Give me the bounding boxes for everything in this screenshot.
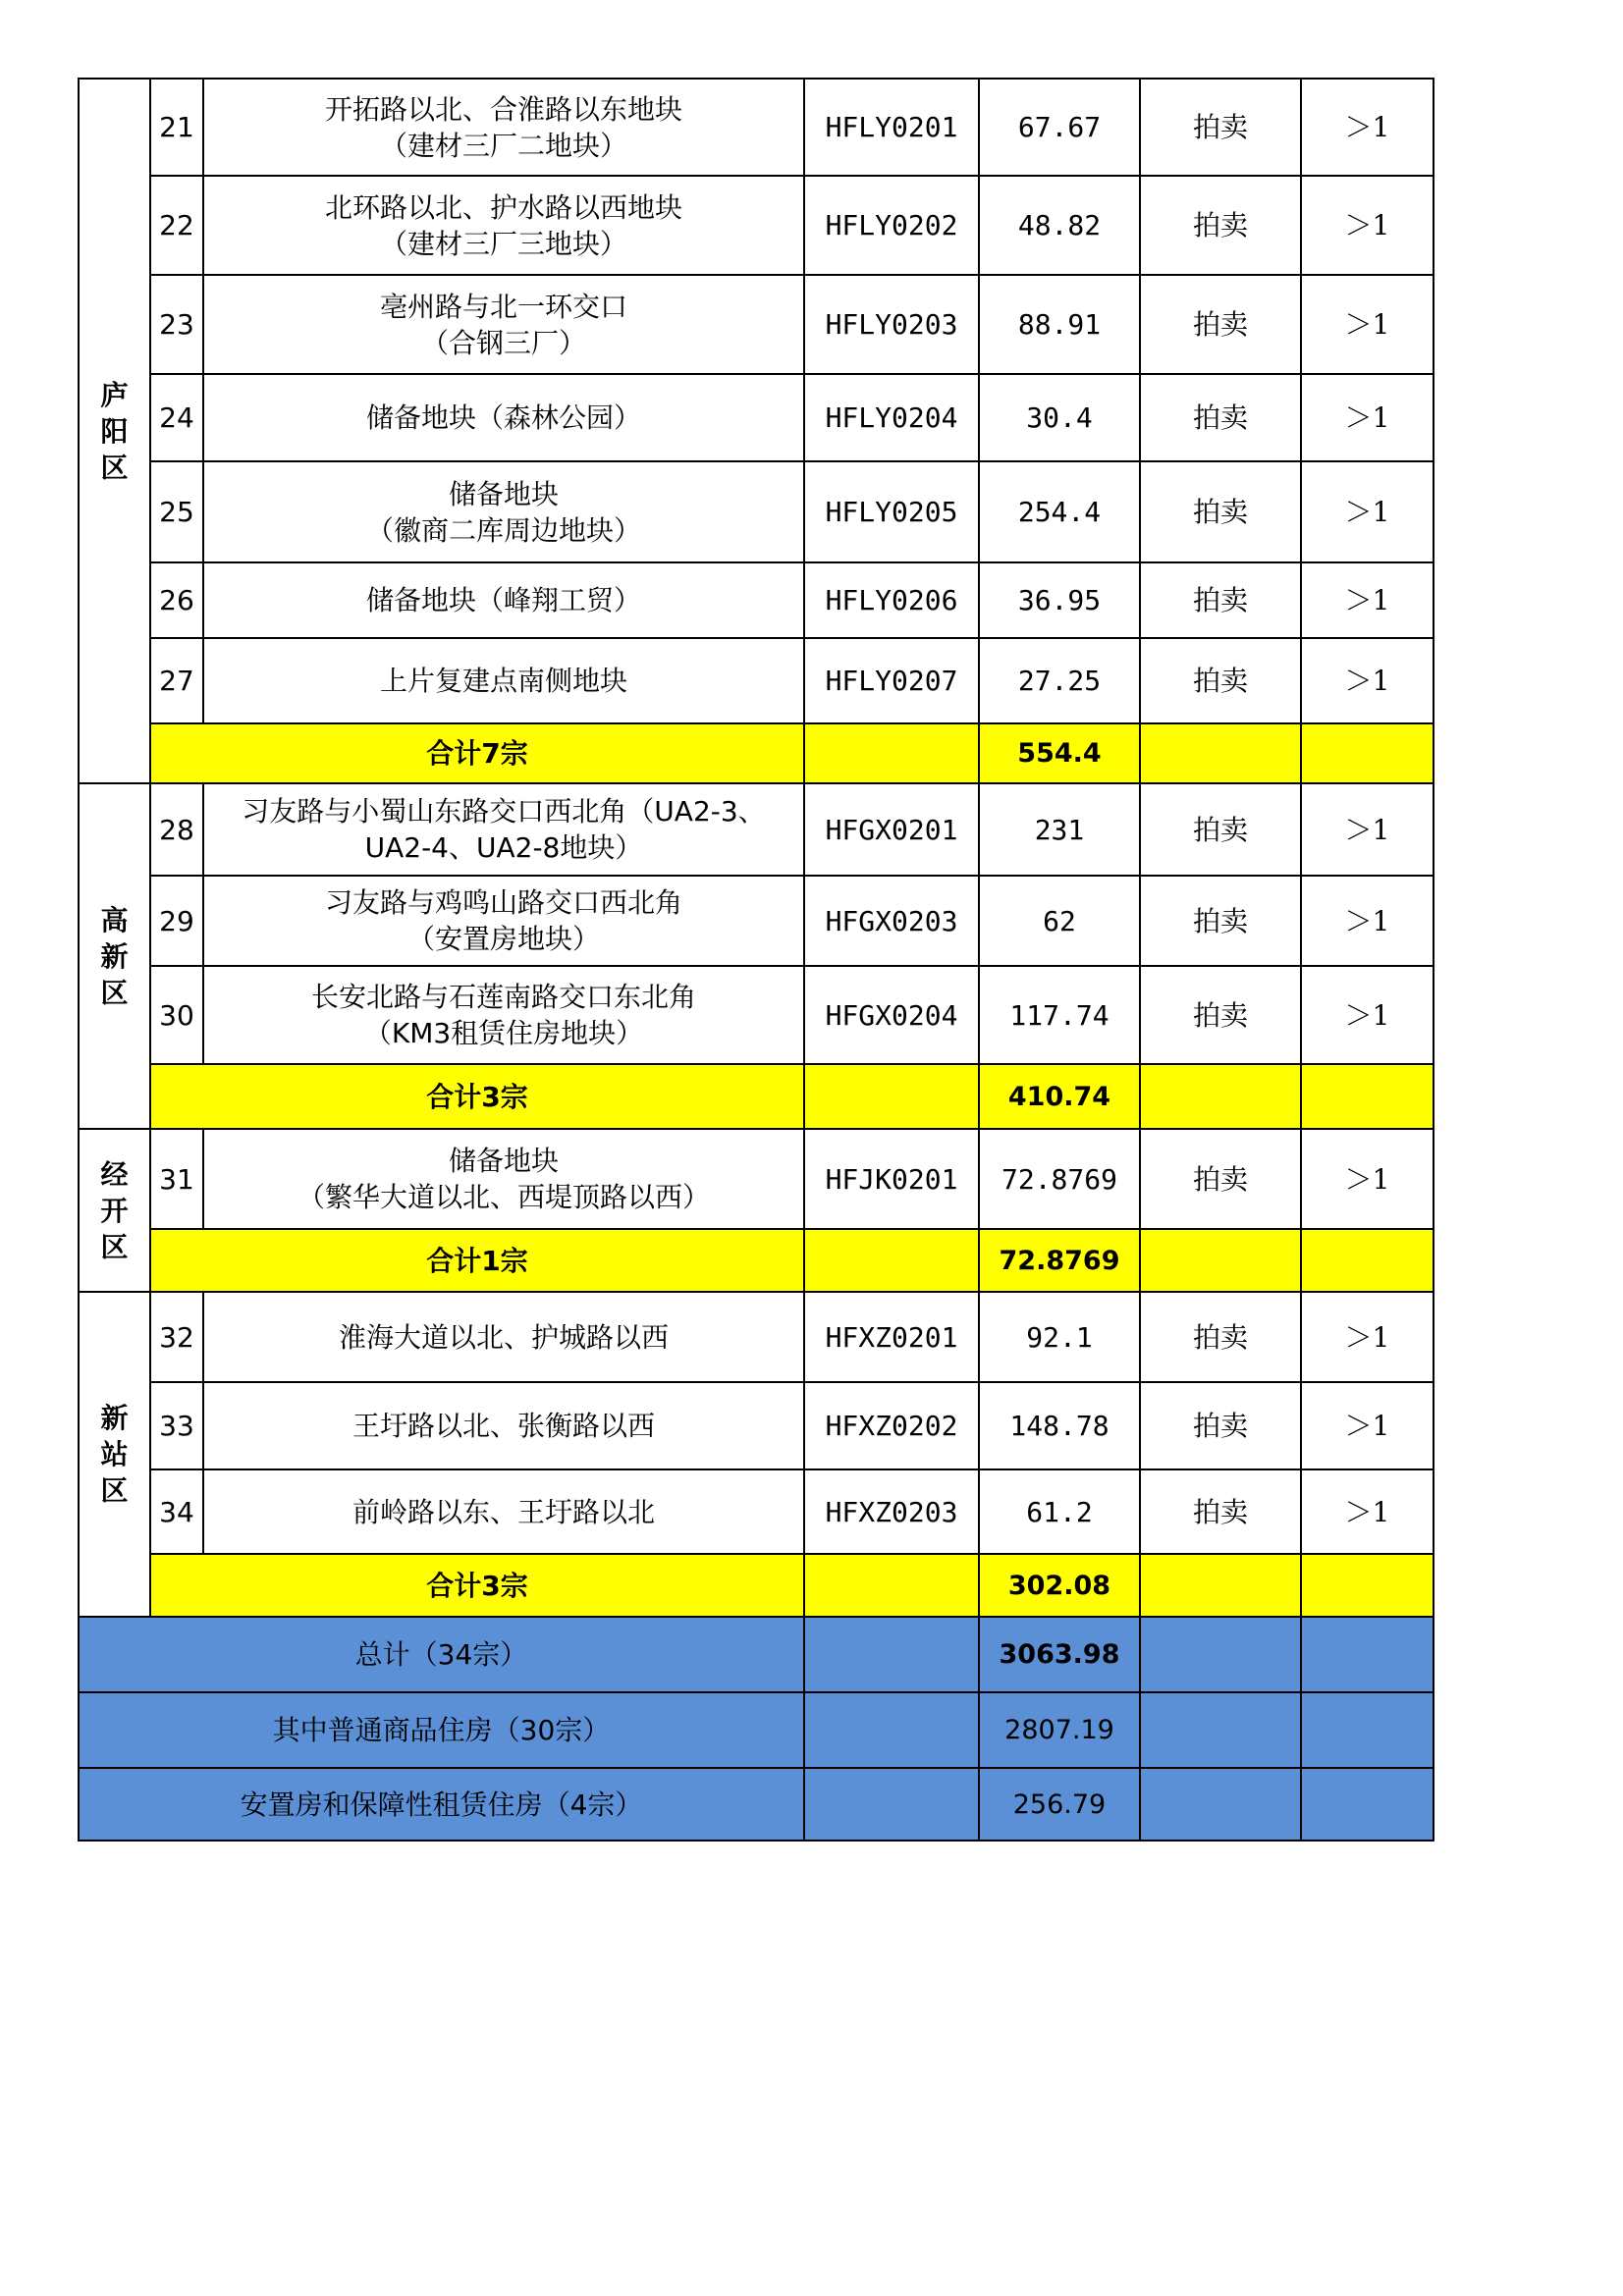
parcel-name: 前岭路以东、王圩路以北	[203, 1469, 804, 1554]
total-code-empty	[804, 1617, 979, 1692]
district-name-char: 区	[100, 1230, 129, 1263]
parcel-name: 储备地块 （徽商二库周边地块）	[203, 461, 804, 562]
ratio: ＞1	[1301, 461, 1434, 562]
sale-method: 拍卖	[1140, 1469, 1301, 1554]
parcel-name: 习友路与鸡鸣山路交口西北角 （安置房地块）	[203, 876, 804, 966]
parcel-name: 开拓路以北、合淮路以东地块 （建材三厂二地块）	[203, 79, 804, 176]
ratio: ＞1	[1301, 966, 1434, 1064]
row-number: 31	[150, 1129, 203, 1229]
parcel-name: 储备地块（峰翔工贸）	[203, 562, 804, 638]
district-cell	[79, 1129, 150, 1292]
parcel-code: HFXZ0203	[804, 1469, 979, 1554]
table-row	[79, 1382, 1434, 1469]
row-number: 32	[150, 1292, 203, 1382]
sale-method: 拍卖	[1140, 1292, 1301, 1382]
parcel-area: 36.95	[979, 562, 1140, 638]
district-name-char: 经	[100, 1157, 129, 1191]
parcel-code: HFLY0203	[804, 275, 979, 374]
total-code-empty	[804, 1692, 979, 1768]
table-row	[79, 1292, 1434, 1382]
district-name	[80, 902, 149, 1011]
ratio: ＞1	[1301, 876, 1434, 966]
subtotal-row	[79, 723, 1434, 783]
subtotal-area: 410.74	[979, 1064, 1140, 1129]
parcel-area: 67.67	[979, 79, 1140, 176]
parcel-area: 72.8769	[979, 1129, 1140, 1229]
row-number: 34	[150, 1469, 203, 1554]
subtotal-area: 554.4	[979, 723, 1140, 783]
total-area: 2807.19	[979, 1692, 1140, 1768]
parcel-area: 62	[979, 876, 1140, 966]
subtotal-row	[79, 1064, 1434, 1129]
total-area: 256.79	[979, 1768, 1140, 1841]
grand-total-row	[79, 1617, 1434, 1692]
parcel-code: HFGX0204	[804, 966, 979, 1064]
district-name-char: 新	[100, 1402, 129, 1434]
subtotal-label: 合计7宗	[150, 723, 804, 783]
parcel-area: 92.1	[979, 1292, 1140, 1382]
total-ratio-empty	[1301, 1617, 1434, 1692]
subtotal-label: 合计1宗	[150, 1229, 804, 1292]
parcel-area: 117.74	[979, 966, 1140, 1064]
table-row	[79, 461, 1434, 562]
district-name-char: 区	[100, 451, 129, 484]
district-cell	[79, 1292, 150, 1617]
sale-method: 拍卖	[1140, 783, 1301, 876]
subtotal-ratio-empty	[1301, 1064, 1434, 1129]
sale-method: 拍卖	[1140, 876, 1301, 966]
table-row	[79, 783, 1434, 876]
row-number: 23	[150, 275, 203, 374]
parcel-code: HFLY0205	[804, 461, 979, 562]
total-method-empty	[1140, 1768, 1301, 1841]
sale-method: 拍卖	[1140, 275, 1301, 374]
ratio: ＞1	[1301, 783, 1434, 876]
parcel-area: 254.4	[979, 461, 1140, 562]
sale-method: 拍卖	[1140, 461, 1301, 562]
table-row	[79, 79, 1434, 176]
subtotal-code-empty	[804, 1229, 979, 1292]
table-row	[79, 176, 1434, 275]
sale-method: 拍卖	[1140, 374, 1301, 461]
table-row	[79, 374, 1434, 461]
subtotal-row	[79, 1229, 1434, 1292]
total-area: 3063.98	[979, 1617, 1140, 1692]
commercial-housing-total-row	[79, 1692, 1434, 1768]
total-label: 总计（34宗）	[79, 1617, 804, 1692]
ratio: ＞1	[1301, 1129, 1434, 1229]
total-ratio-empty	[1301, 1768, 1434, 1841]
sale-method: 拍卖	[1140, 638, 1301, 723]
district-name-char: 高	[100, 903, 129, 936]
parcel-code: HFLY0206	[804, 562, 979, 638]
parcel-code: HFGX0201	[804, 783, 979, 876]
subtotal-code-empty	[804, 723, 979, 783]
parcel-code: HFXZ0202	[804, 1382, 979, 1469]
row-number: 22	[150, 176, 203, 275]
parcel-name: 储备地块（森林公园）	[203, 374, 804, 461]
table-row	[79, 876, 1434, 966]
subtotal-label: 合计3宗	[150, 1064, 804, 1129]
parcel-code: HFXZ0201	[804, 1292, 979, 1382]
subtotal-area: 302.08	[979, 1554, 1140, 1617]
subtotal-method-empty	[1140, 723, 1301, 783]
subtotal-ratio-empty	[1301, 723, 1434, 783]
district-cell	[79, 783, 150, 1129]
table-row	[79, 1129, 1434, 1229]
district-cell	[79, 79, 150, 783]
subtotal-method-empty	[1140, 1229, 1301, 1292]
district-name-char: 区	[100, 976, 129, 1009]
parcel-name: 亳州路与北一环交口 （合钢三厂）	[203, 275, 804, 374]
subtotal-area: 72.8769	[979, 1229, 1140, 1292]
ratio: ＞1	[1301, 1292, 1434, 1382]
parcel-area: 48.82	[979, 176, 1140, 275]
total-label: 安置房和保障性租赁住房（4宗）	[79, 1768, 804, 1841]
parcel-area: 148.78	[979, 1382, 1140, 1469]
parcel-name: 习友路与小蜀山东路交口西北角（UA2-3、 UA2-4、UA2-8地块）	[203, 783, 804, 876]
parcel-name: 上片复建点南侧地块	[203, 638, 804, 723]
district-name-char: 阳	[100, 414, 129, 448]
subtotal-code-empty	[804, 1064, 979, 1129]
parcel-code: HFLY0202	[804, 176, 979, 275]
district-name	[80, 1400, 149, 1509]
table-row	[79, 638, 1434, 723]
district-name	[80, 1156, 149, 1265]
table-row	[79, 966, 1434, 1064]
table-row	[79, 1469, 1434, 1554]
row-number: 27	[150, 638, 203, 723]
row-number: 29	[150, 876, 203, 966]
row-number: 30	[150, 966, 203, 1064]
subtotal-label: 合计3宗	[150, 1554, 804, 1617]
parcel-area: 88.91	[979, 275, 1140, 374]
row-number: 25	[150, 461, 203, 562]
ratio: ＞1	[1301, 638, 1434, 723]
row-number: 33	[150, 1382, 203, 1469]
subtotal-method-empty	[1140, 1064, 1301, 1129]
subtotal-method-empty	[1140, 1554, 1301, 1617]
land-parcel-table	[78, 78, 1434, 1842]
parcel-name: 王圩路以北、张衡路以西	[203, 1382, 804, 1469]
district-name-char: 庐	[100, 378, 129, 411]
sale-method: 拍卖	[1140, 562, 1301, 638]
total-label: 其中普通商品住房（30宗）	[79, 1692, 804, 1768]
total-method-empty	[1140, 1692, 1301, 1768]
affordable-housing-total-row	[79, 1768, 1434, 1841]
parcel-area: 61.2	[979, 1469, 1140, 1554]
subtotal-code-empty	[804, 1554, 979, 1617]
sale-method: 拍卖	[1140, 966, 1301, 1064]
parcel-name: 北环路以北、护水路以西地块 （建材三厂三地块）	[203, 176, 804, 275]
ratio: ＞1	[1301, 79, 1434, 176]
row-number: 28	[150, 783, 203, 876]
sale-method: 拍卖	[1140, 1129, 1301, 1229]
ratio: ＞1	[1301, 374, 1434, 461]
parcel-area: 231	[979, 783, 1140, 876]
district-name	[80, 377, 149, 486]
ratio: ＞1	[1301, 176, 1434, 275]
parcel-code: HFLY0201	[804, 79, 979, 176]
parcel-code: HFLY0204	[804, 374, 979, 461]
total-method-empty	[1140, 1617, 1301, 1692]
district-name-char: 站	[100, 1438, 129, 1470]
sale-method: 拍卖	[1140, 79, 1301, 176]
ratio: ＞1	[1301, 1382, 1434, 1469]
parcel-code: HFGX0203	[804, 876, 979, 966]
row-number: 24	[150, 374, 203, 461]
ratio: ＞1	[1301, 1469, 1434, 1554]
subtotal-ratio-empty	[1301, 1229, 1434, 1292]
total-code-empty	[804, 1768, 979, 1841]
district-name-char: 新	[100, 939, 129, 973]
row-number: 21	[150, 79, 203, 176]
total-ratio-empty	[1301, 1692, 1434, 1768]
parcel-area: 30.4	[979, 374, 1140, 461]
parcel-area: 27.25	[979, 638, 1140, 723]
parcel-code: HFLY0207	[804, 638, 979, 723]
table-row	[79, 275, 1434, 374]
parcel-name: 长安北路与石莲南路交口东北角 （KM3租赁住房地块）	[203, 966, 804, 1064]
district-name-char: 区	[100, 1474, 129, 1507]
sale-method: 拍卖	[1140, 176, 1301, 275]
row-number: 26	[150, 562, 203, 638]
subtotal-ratio-empty	[1301, 1554, 1434, 1617]
sale-method: 拍卖	[1140, 1382, 1301, 1469]
table-row	[79, 562, 1434, 638]
subtotal-row	[79, 1554, 1434, 1617]
parcel-name: 淮海大道以北、护城路以西	[203, 1292, 804, 1382]
parcel-code: HFJK0201	[804, 1129, 979, 1229]
ratio: ＞1	[1301, 275, 1434, 374]
parcel-name: 储备地块 （繁华大道以北、西堤顶路以西）	[203, 1129, 804, 1229]
ratio: ＞1	[1301, 562, 1434, 638]
district-name-char: 开	[100, 1194, 129, 1227]
